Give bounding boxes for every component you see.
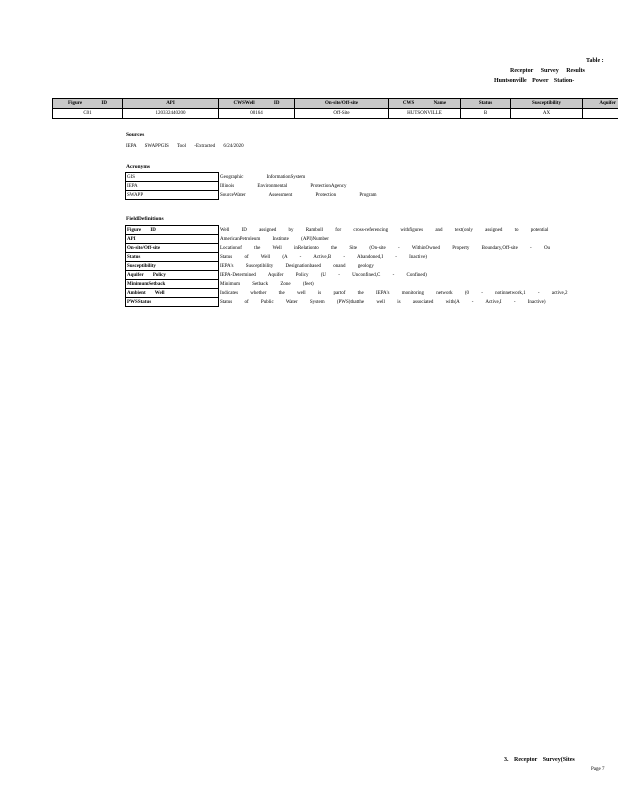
- definition-key: MinimumSetback: [126, 280, 219, 289]
- col-header-onsite-offsite: On-site/Off-site: [295, 99, 389, 109]
- field-definitions-heading: FieldDefinitions: [126, 216, 164, 222]
- col-header-cws-name: CWS Name: [389, 99, 461, 109]
- definition-value: IEPA's Susceptibility Designationbased onand geology: [220, 263, 374, 269]
- acronym-key: SWAPP: [126, 191, 219, 200]
- definition-key: Susceptibility: [126, 262, 219, 271]
- report-title: Receptor Survey Results: [510, 68, 585, 74]
- cell-status: B: [461, 109, 511, 119]
- acronym-value: SourceWater Assessment Protection Program: [220, 192, 377, 198]
- definition-value: Indicates whether the well is partof the IEPA's monitoring network (0 - notinnetwork,1 - active,2: [220, 290, 568, 296]
- definition-key: PWSStatus: [126, 298, 219, 307]
- acronym-row: [126, 182, 425, 191]
- field-definitions-table: [125, 225, 615, 307]
- definition-key: On-site/Off-site: [126, 244, 219, 253]
- footer-section-label: 3. Receptor Survey(Sites: [504, 757, 575, 763]
- cell-cws-name: HUTSONVILLE: [389, 109, 461, 119]
- definition-row: [126, 298, 615, 307]
- definition-value: Status of Well (A - Active,B - Abandoned,I - Inactive): [220, 254, 427, 260]
- col-header-cws-well-id: CWSWell ID: [219, 99, 295, 109]
- definition-row: [126, 289, 615, 298]
- definition-row: [126, 271, 615, 280]
- definition-row: [126, 280, 615, 289]
- definition-row: [126, 253, 615, 262]
- acronyms-heading: Acronyms: [126, 164, 151, 170]
- definition-row: [126, 244, 615, 253]
- cell-api: 120332440200: [123, 109, 219, 119]
- definition-row: [126, 226, 615, 235]
- receptor-survey-table: [52, 98, 618, 119]
- definition-row: [126, 235, 615, 244]
- col-header-figure-id: Figure ID: [53, 99, 123, 109]
- acronym-row: [126, 191, 425, 200]
- definition-value: Locationof the Well inRelationto the Site (On-site - WithinOwned Property Boundary,Off-site - Ou: [220, 245, 551, 251]
- col-header-status: Status: [461, 99, 511, 109]
- facility-name: Huntsonville Power Station-: [494, 78, 575, 84]
- definition-value: Well ID assigned by Ramboll for cross-referencing withfigures and text(only assigned to potential: [220, 227, 549, 233]
- cell-figure-id: C01: [53, 109, 123, 119]
- definition-key: Figure ID: [126, 226, 219, 235]
- definition-key: API: [126, 235, 219, 244]
- page-number: Page 7: [591, 767, 605, 772]
- cell-cws-well-id: 00164: [219, 109, 295, 119]
- col-header-aquifer: Aquifer: [583, 99, 618, 109]
- definition-value: AmericanPetroleum Institute (API)Number: [220, 236, 329, 242]
- sources-text: IEPA SWAPPGIS Tool -Extracted 6/24/2020: [126, 144, 244, 149]
- definition-key: Ambient Well: [126, 289, 219, 298]
- acronym-key: IEPA: [126, 182, 219, 191]
- definition-key: Aquifer Policy: [126, 271, 219, 280]
- acronym-value: Illinois Environmental ProtectionAgency: [220, 183, 347, 189]
- acronym-key: GIS: [126, 173, 219, 182]
- col-header-susceptibility: Susceptibility: [511, 99, 583, 109]
- definition-value: Status of Public Water System (PWS)thatthe well is associated with(A - Active,I - Inactive): [220, 299, 546, 305]
- cell-aquifer: [583, 109, 618, 119]
- definition-row: [126, 262, 615, 271]
- acronym-value: Geographic InformationSystem: [220, 174, 306, 180]
- table-row: [53, 109, 618, 119]
- definition-key: Status: [126, 253, 219, 262]
- col-header-api: API: [123, 99, 219, 109]
- definition-value: Minimum Setback Zone (feet): [220, 281, 314, 287]
- table-header-row: [53, 99, 618, 109]
- acronym-row: [126, 173, 425, 182]
- definition-value: IEPA-Determined Aquifer Policy (U - Unconfined,C - Confined): [220, 272, 427, 278]
- table-number-label: Table :: [586, 58, 604, 64]
- acronyms-table: [125, 172, 425, 200]
- cell-onsite-offsite: Off-Site: [295, 109, 389, 119]
- sources-heading: Sources: [126, 132, 145, 138]
- cell-susceptibility: AX: [511, 109, 583, 119]
